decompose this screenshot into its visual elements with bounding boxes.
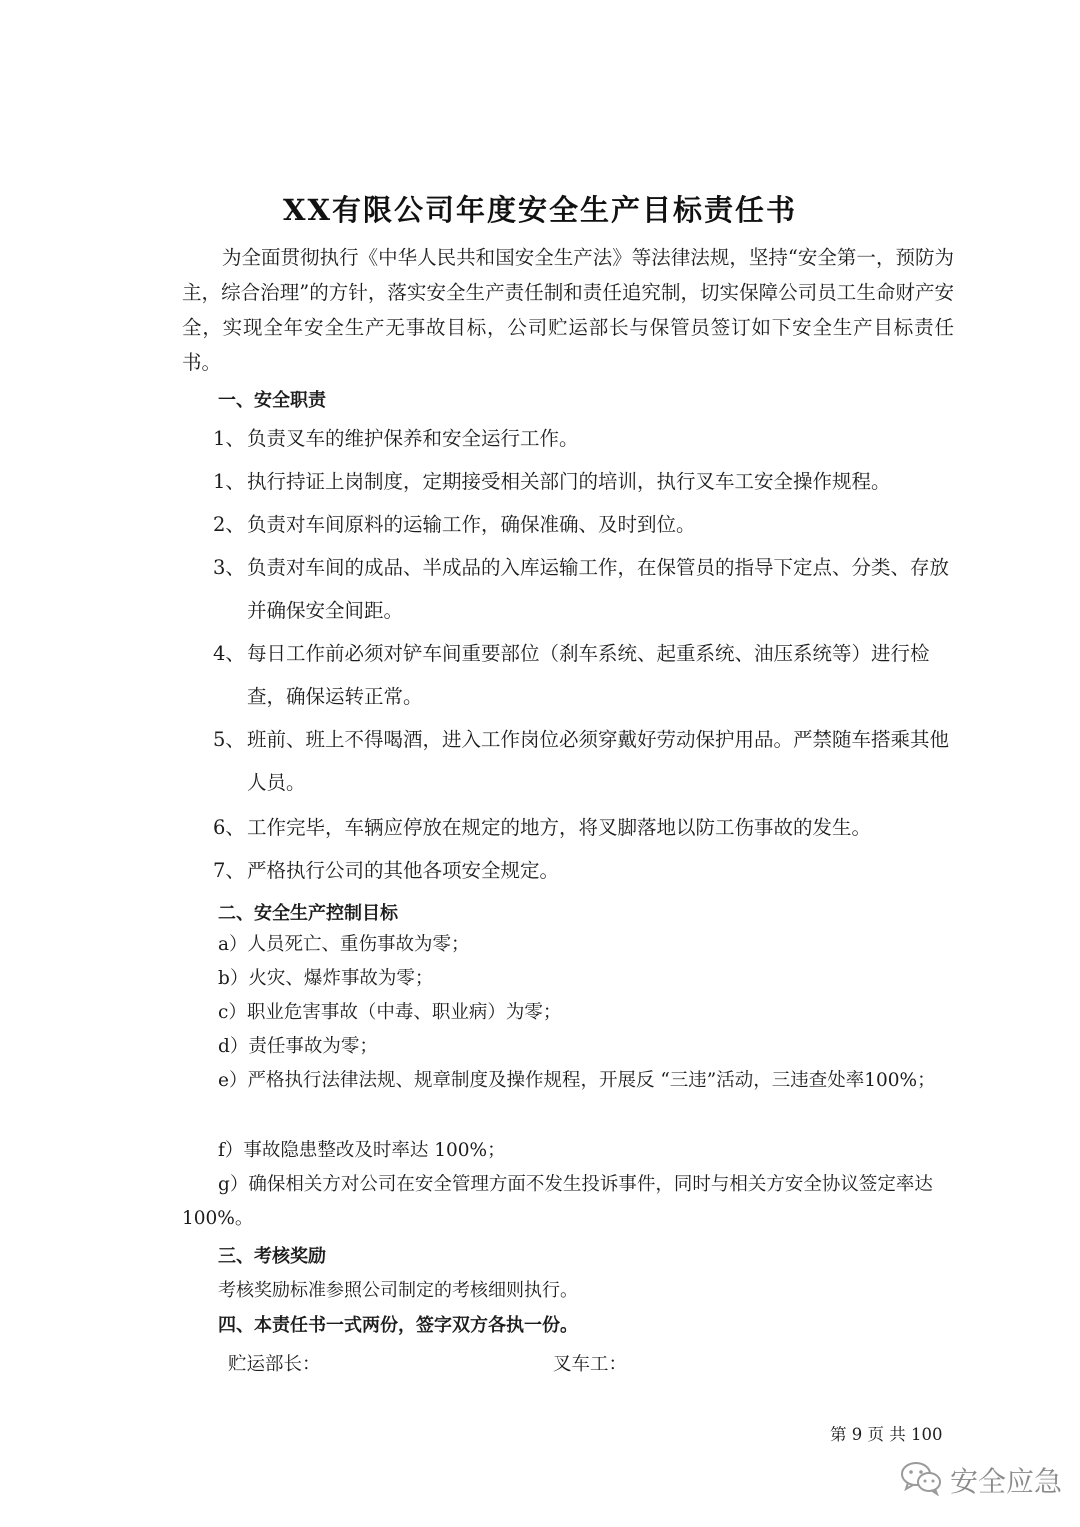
duty-item-number: 3、 <box>213 556 245 579</box>
duty-item <box>213 503 958 546</box>
duty-item <box>213 546 958 632</box>
target-item: b）火灾、爆炸事故为零； <box>218 968 434 989</box>
signature-storage-manager-label: 贮运部长： <box>228 1354 321 1375</box>
wechat-icon <box>900 1460 942 1500</box>
duty-item <box>213 460 958 503</box>
duty-item-text: 每日工作前必须对铲车间重要部位（刹车系统、起重系统、油压系统等）进行检查，确保运转正常。 <box>247 642 930 708</box>
duty-item-number: 2、 <box>213 513 245 536</box>
target-item: e）严格执行法律法规、规章制度及操作规程，开展反 “三违”活动，三违查处率100%； <box>218 1070 936 1091</box>
duty-item <box>213 417 958 460</box>
duty-item-number: 5、 <box>213 728 245 751</box>
target-item: c）职业危害事故（中毒、职业病）为零； <box>218 1002 562 1023</box>
section1-heading: 一、安全职责 <box>218 390 326 411</box>
page-number: 第 9 页 共 100 <box>830 1425 943 1444</box>
duty-item-text: 工作完毕，车辆应停放在规定的地方，将叉脚落地以防工伤事故的发生。 <box>247 816 872 839</box>
duty-item-number: 1、 <box>213 470 245 493</box>
duty-item <box>213 849 958 892</box>
target-item: f）事故隐患整改及时率达 100%； <box>218 1140 506 1161</box>
section4-heading: 四、本责任书一式两份，签字双方各执一份。 <box>218 1315 578 1336</box>
duty-item-text: 负责叉车的维护保养和安全运行工作。 <box>247 427 579 450</box>
duty-item-text: 班前、班上不得喝酒，进入工作岗位必须穿戴好劳动保护用品。严禁随车搭乘其他人员。 <box>247 728 950 794</box>
duty-item-text: 严格执行公司的其他各项安全规定。 <box>247 859 560 882</box>
duty-item-text: 负责对车间的成品、半成品的入库运输工作，在保管员的指导下定点、分类、存放并确保安全间距。 <box>247 556 950 622</box>
duty-item-number: 4、 <box>213 642 245 665</box>
watermark-text: 安全应急 <box>950 1465 1063 1498</box>
duty-item <box>213 632 958 718</box>
duty-item-number: 6、 <box>213 816 245 839</box>
duty-item-number: 7、 <box>213 859 245 882</box>
section3-heading: 三、考核奖励 <box>218 1246 326 1267</box>
duty-item <box>213 806 958 849</box>
intro-paragraph: 为全面贯彻执行《中华人民共和国安全生产法》等法律法规，坚持“安全第一，预防为主，综合治理”的方针，落实安全生产责任制和责任追究制，切实保障公司员工生命财产安全，实现全年安全生产无事故目标，公司贮运部长与保管员签订如下安全生产目标责任书。 <box>182 246 954 374</box>
target-item: g）确保相关方对公司在安全管理方面不发生投诉事件，同时与相关方安全协议签定率达 100%。 <box>182 1174 933 1229</box>
duty-item-number: 1、 <box>213 427 245 450</box>
document-title: XX有限公司年度安全生产目标责任书 <box>282 193 797 227</box>
target-item: a）人员死亡、重伤事故为零； <box>218 934 470 955</box>
signature-forklift-driver-label: 叉车工： <box>553 1354 628 1375</box>
watermark <box>900 1458 1062 1502</box>
duty-item <box>213 718 958 804</box>
section2-heading: 二、安全生产控制目标 <box>218 903 398 924</box>
section3-text: 考核奖励标准参照公司制定的考核细则执行。 <box>218 1280 578 1301</box>
duty-item-text: 负责对车间原料的运输工作，确保准确、及时到位。 <box>247 513 696 536</box>
duty-item-text: 执行持证上岗制度，定期接受相关部门的培训，执行叉车工安全操作规程。 <box>247 470 891 493</box>
target-item: d）责任事故为零； <box>218 1036 378 1057</box>
